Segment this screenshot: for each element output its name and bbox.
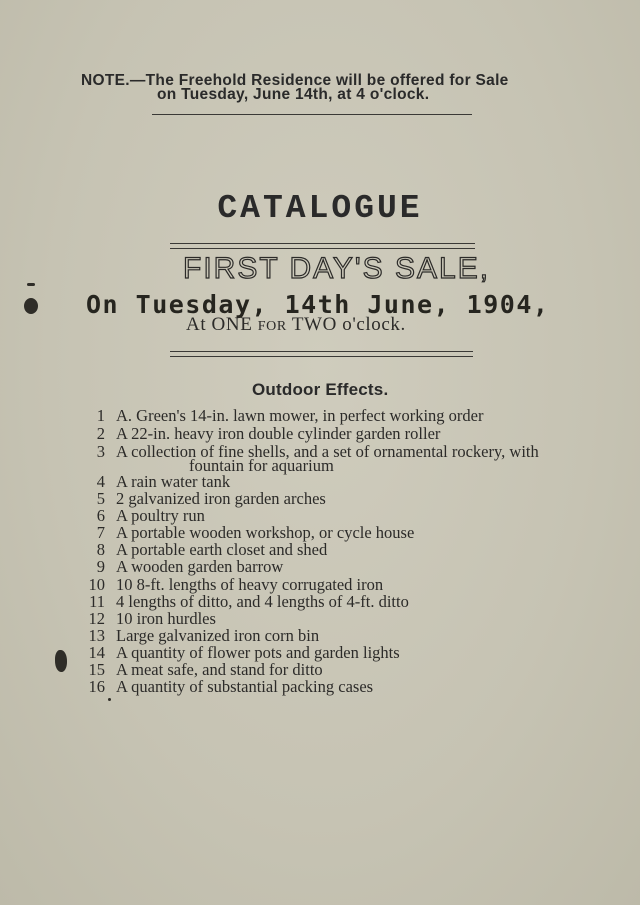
lot-number: 9 xyxy=(96,557,105,576)
ink-mark xyxy=(108,698,111,701)
lot-description-continued: fountain for aquarium xyxy=(189,456,334,475)
lot-description: Large galvanized iron corn bin xyxy=(116,626,320,645)
header-divider xyxy=(152,114,472,115)
lot-number: 13 xyxy=(88,626,105,645)
sale-divider xyxy=(170,351,473,357)
lot-description: 10 8-ft. lengths of heavy corrugated iron xyxy=(116,575,384,594)
lot-number: 6 xyxy=(96,506,105,525)
lot-number: 10 xyxy=(88,575,105,594)
catalogue-title: CATALOGUE xyxy=(217,190,423,227)
lot-description: A portable wooden workshop, or cycle house xyxy=(116,523,415,542)
lot-description: A rain water tank xyxy=(116,472,231,491)
lot-number: 5 xyxy=(96,489,105,508)
sale-time-prefix: At ONE xyxy=(186,314,253,335)
lot-description: A wooden garden barrow xyxy=(116,557,284,576)
lot-number: 15 xyxy=(88,660,105,679)
ink-mark xyxy=(27,283,35,286)
lot-number: 16 xyxy=(88,677,105,696)
lot-description: A collection of fine shells, and a set of ornamental rockery, with xyxy=(116,442,539,461)
lot-description: A meat safe, and stand for ditto xyxy=(116,660,323,679)
sale-day-title: FIRST DAY'S SALE, xyxy=(183,252,491,285)
sale-note-line-1: NOTE.—The Freehold Residence will be offered for Sale xyxy=(81,72,509,89)
lot-number: 1 xyxy=(96,406,105,425)
lot-description: 2 galvanized iron garden arches xyxy=(116,489,326,508)
sale-note-line-2: on Tuesday, June 14th, at 4 o'clock. xyxy=(157,86,430,103)
section-title: Outdoor Effects. xyxy=(252,380,389,399)
lot-number: 8 xyxy=(96,540,105,559)
lot-description: A. Green's 14-in. lawn mower, in perfect working order xyxy=(116,406,484,425)
lot-number: 3 xyxy=(96,442,105,461)
lot-number: 12 xyxy=(88,609,105,628)
title-divider xyxy=(170,243,475,249)
sale-date-line: On Tuesday, 14th June, 1904, xyxy=(86,290,550,319)
lot-description: A quantity of flower pots and garden lights xyxy=(116,643,400,662)
lot-description: 4 lengths of ditto, and 4 lengths of 4-ft. ditto xyxy=(116,592,409,611)
lot-number: 2 xyxy=(96,424,105,443)
sale-time-for: FOR xyxy=(257,319,287,334)
lot-description: A portable earth closet and shed xyxy=(116,540,328,559)
lot-number: 4 xyxy=(96,472,105,491)
lot-description: A 22-in. heavy iron double cylinder garden roller xyxy=(116,424,441,443)
ink-blot xyxy=(55,650,67,672)
lot-description: 10 iron hurdles xyxy=(116,609,216,628)
lot-description: A quantity of substantial packing cases xyxy=(116,677,374,696)
sale-time-line xyxy=(186,314,406,336)
lot-number: 7 xyxy=(96,523,105,542)
lot-number: 11 xyxy=(89,592,105,611)
ink-blot xyxy=(24,298,38,314)
lot-number: 14 xyxy=(88,643,105,662)
lot-description: A poultry run xyxy=(116,506,205,525)
sale-time-suffix: TWO o'clock. xyxy=(291,314,406,335)
